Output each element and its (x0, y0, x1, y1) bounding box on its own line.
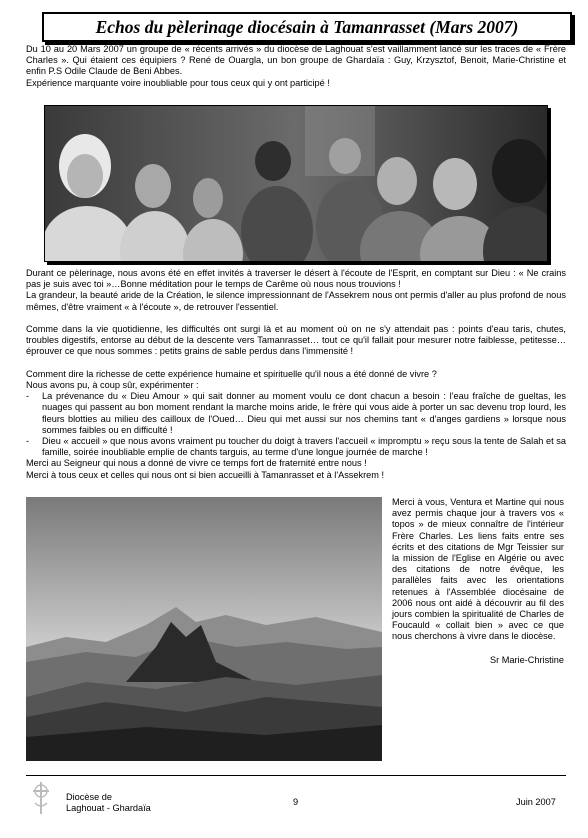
footer-organization (66, 792, 151, 814)
list-item: - Dieu « accueil » que nous avons vraiment pu toucher du doigt à travers l'accueil « impromptu » reçu sous la tente de Salah et sa famille, soirée inoubliable emplie de chants targuis, au terme d'une longue journée de marche ! (26, 436, 566, 458)
body-text (26, 268, 566, 481)
page-title: Echos du pèlerinage diocésain à Tamanrasset (Mars 2007) (95, 17, 519, 37)
paragraph-spacer (26, 313, 566, 324)
body-paragraph: Durant ce pèlerinage, nous avons été en effet invités à traverser le désert à l'écoute de l'Esprit, en comptant sur Dieu : « Ne crains pas je suis avec toi »…Bonne méditation pour le temps de Carême où nous nous trouvions ! (26, 268, 566, 290)
paragraph-spacer (26, 358, 566, 369)
body-paragraph: La grandeur, la beauté aride de la Création, le silence impressionnant de l'Assekrem nous ont permis d'aller au plus profond de nous mêmes, d'être vraiment « à l'écoute », de retrouver l'essentiel. (26, 290, 566, 312)
signature: Sr Marie-Christine (489, 654, 564, 665)
footer-org-line: Diocèse de (66, 792, 112, 802)
landscape-photo (26, 497, 382, 761)
intro-paragraph: Expérience marquante voire inoubliable pour tous ceux qui y ont participé ! (26, 77, 330, 88)
body-paragraph: Merci à tous ceux et celles qui nous ont si bien accueilli à Tamanrasset et à l'Assekrem ! (26, 469, 385, 480)
right-column-text: Merci à vous, Ventura et Martine qui nous avez permis chaque jour à travers vos « topos » de mieux connaître de l'intérieur Frère Charles. Les liens faits entre ses écrits et des citations de Mgr Teissier sur la mission de l'Eglise en Algérie ou avec des citations de notre évêque, les parallèles faits avec les orientations retenues à l'Assemblée diocésaine de 2006 nous ont aidé à découvrir au fil des jours combien la spiritualité de Charles de Foucauld « collait bien » avec ce que nous cherchons à vivre dans le diocèse. (392, 497, 564, 642)
intro-paragraph: Du 10 au 20 Mars 2007 un groupe de « récents arrivés » du diocèse de Laghouat s'est vaillamment lancé sur les traces de « Frère Charles ». Qui étaient ces équipiers ? René de Ouargla, un bon groupe de Ghardaïa : Guy, Krzysztof, Benoit, Marie-Christine et enfin P.S Odile Claude de Beni Abbes. (26, 44, 566, 77)
footer-divider (26, 775, 566, 776)
footer-org-line: Laghouat - Ghardaïa (66, 803, 151, 813)
body-paragraph: Merci au Seigneur qui nous a donné de vivre ce temps fort de fraternité entre nous ! (26, 458, 367, 469)
body-paragraph: Comment dire la richesse de cette expérience humaine et spirituelle qu'il nous a été donné de vivre ? (26, 368, 437, 379)
body-paragraph: Comme dans la vie quotidienne, les difficultés ont surgi là et au moment où on ne s'y attendait pas : points d'eau taris, chutes, troubles digestifs, entorse au début de la descente vers Tamanrasset… tout ce qu'il fallait pour mesurer notre faiblesse, petitesse… éprouver ce que nous sommes : petits grains de sable perdus dans l'immensité ! (26, 324, 566, 357)
intro-text (26, 44, 566, 89)
page-number: 9 (293, 797, 299, 807)
experience-list (26, 391, 566, 458)
diocese-emblem-icon (30, 781, 52, 815)
group-photo (44, 105, 548, 262)
footer-date: Juin 2007 (516, 797, 556, 807)
list-item: - La prévenance du « Dieu Amour » qui sait donner au moment voulu ce dont chacun a besoin : l'eau fraîche de gueltas, les nuages qui passent au bon moment rendant la marche moins aride, le frère qui vous aide à porter un sac devenu trop lourd, les fleurs blotties au milieu des cailloux de l'Oued… Dieu qui met aussi sur nos chemins tant « d'anges gardiens » lorsque nous sommes faibles ou en difficulté ! (26, 391, 566, 436)
body-paragraph: Nous avons pu, à coup sûr, expérimenter : (26, 380, 199, 391)
title-box (42, 12, 572, 42)
right-column (392, 497, 564, 675)
